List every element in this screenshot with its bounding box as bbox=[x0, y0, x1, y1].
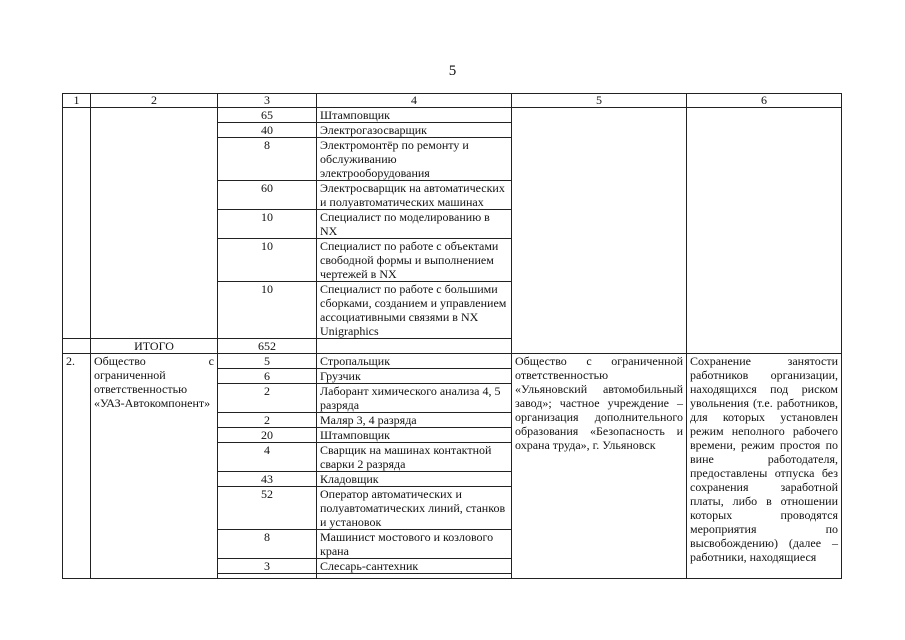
count-cell: 4 bbox=[218, 443, 317, 472]
count-cell: 20 bbox=[218, 428, 317, 443]
total-count: 652 bbox=[218, 339, 317, 354]
profession-cell: Сварщик на машинах контактной сварки 2 разряда bbox=[317, 443, 512, 472]
total-empty-cell bbox=[317, 339, 512, 354]
section-number: 2. bbox=[63, 354, 91, 579]
filler-cell bbox=[218, 574, 317, 579]
profession-cell: Специалист по моделированию в NX bbox=[317, 210, 512, 239]
organization-cell: Общество с ограниченной ответственностью «УАЗ-Автокомпонент» bbox=[91, 354, 218, 579]
profession-cell: Маляр 3, 4 разряда bbox=[317, 413, 512, 428]
filler-cell bbox=[317, 574, 512, 579]
profession-cell: Кладовщик bbox=[317, 472, 512, 487]
page-number: 5 bbox=[448, 63, 457, 79]
count-cell: 60 bbox=[218, 181, 317, 210]
count-cell: 43 bbox=[218, 472, 317, 487]
count-cell: 2 bbox=[218, 413, 317, 428]
profession-cell: Стропальщик bbox=[317, 354, 512, 369]
training-org-cell: Общество с ограниченной ответственностью «Ульяновский автомобильный завод»; частное учреждение – организация дополнительного образования «Безопасность и охрана труда», г. Ульяновск bbox=[512, 354, 687, 579]
cont-number-cell bbox=[63, 108, 91, 339]
profession-cell: Оператор автоматических и полуавтоматических линий, станков и установок bbox=[317, 487, 512, 530]
goal-cell: Сохранение занятости работников организации, находящихся под риском увольнения (т.е. работников, для которых установлен режим неполного рабочего времени, режим простоя по вине работодателя, предоставлены отпуска без сохранения заработной платы, либо в отношении которых проводятся мероприятия по высвобождению) (далее – работники, находящиеся bbox=[687, 354, 842, 579]
count-cell: 8 bbox=[218, 530, 317, 559]
count-cell: 2 bbox=[218, 384, 317, 413]
cont-organization-cell bbox=[91, 108, 218, 339]
profession-cell: Штамповщик bbox=[317, 428, 512, 443]
profession-cell: Электромонтёр по ремонту и обслуживанию электрооборудования bbox=[317, 138, 512, 181]
header-col-5: 5 bbox=[512, 94, 687, 108]
count-cell: 5 bbox=[218, 354, 317, 369]
count-cell: 65 bbox=[218, 108, 317, 123]
total-label: ИТОГО bbox=[91, 339, 218, 354]
profession-cell: Специалист по работе с объектами свободной формы и выполнением чертежей в NX bbox=[317, 239, 512, 282]
table-row bbox=[63, 354, 842, 369]
profession-cell: Электросварщик на автоматических и полуавтоматических машинах bbox=[317, 181, 512, 210]
employment-table bbox=[62, 93, 842, 579]
profession-cell: Электрогазосварщик bbox=[317, 123, 512, 138]
header-col-2: 2 bbox=[91, 94, 218, 108]
profession-cell: Штамповщик bbox=[317, 108, 512, 123]
header-col-4: 4 bbox=[317, 94, 512, 108]
profession-cell: Специалист по работе с большими сборками, созданием и управлением ассоциативными связями в NX Unigraphics bbox=[317, 282, 512, 339]
profession-cell: Слесарь-сантехник bbox=[317, 559, 512, 574]
profession-cell: Машинист мостового и козлового крана bbox=[317, 530, 512, 559]
count-cell: 8 bbox=[218, 138, 317, 181]
count-cell: 10 bbox=[218, 210, 317, 239]
count-cell: 10 bbox=[218, 282, 317, 339]
profession-cell: Грузчик bbox=[317, 369, 512, 384]
cont-goal-cell bbox=[687, 108, 842, 354]
count-cell: 6 bbox=[218, 369, 317, 384]
table-row bbox=[63, 108, 842, 123]
cont-training-cell bbox=[512, 108, 687, 354]
profession-cell: Лаборант химического анализа 4, 5 разряда bbox=[317, 384, 512, 413]
count-cell: 3 bbox=[218, 559, 317, 574]
header-col-6: 6 bbox=[687, 94, 842, 108]
total-number-cell bbox=[63, 339, 91, 354]
header-col-3: 3 bbox=[218, 94, 317, 108]
count-cell: 10 bbox=[218, 239, 317, 282]
count-cell: 52 bbox=[218, 487, 317, 530]
count-cell: 40 bbox=[218, 123, 317, 138]
header-row bbox=[63, 94, 842, 108]
header-col-1: 1 bbox=[63, 94, 91, 108]
